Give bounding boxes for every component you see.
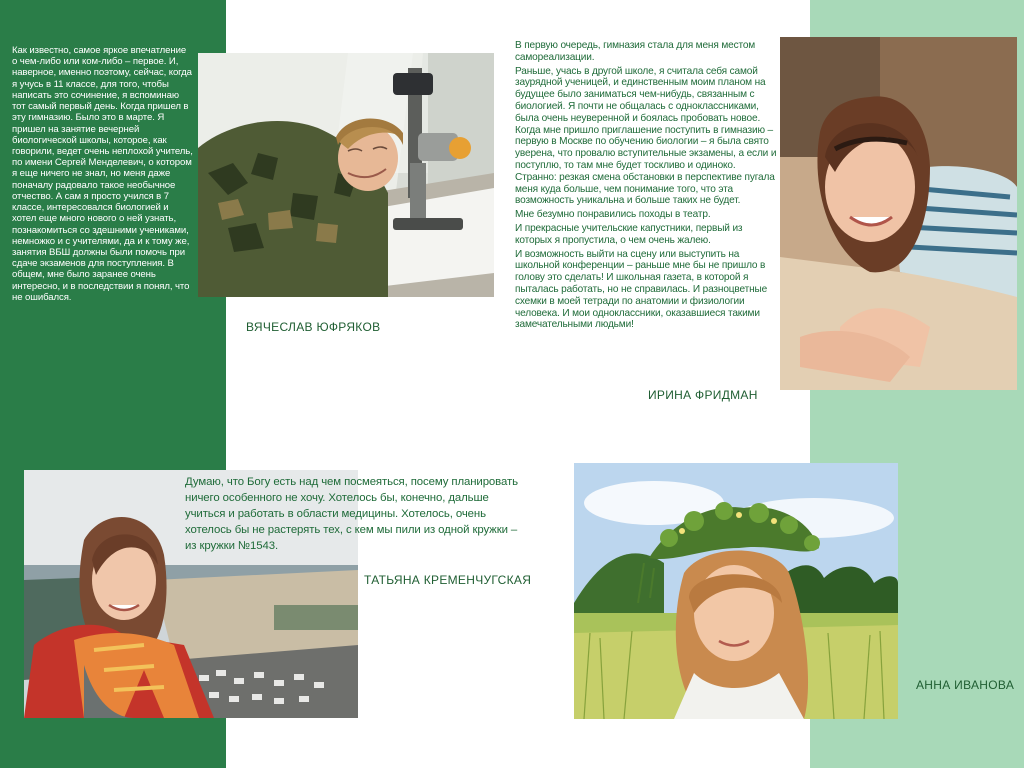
yufryakov-paragraph: Как известно, самое яркое впечатление о чем-либо или ком-либо – первое. И, наверное, именно поэтому, сейчас, когда я учусь в 11 классе, для того, чтобы написать это сочинение, я вспоминаю тот самый первый день. Когда пришел в эту гимназию. Было это в марте. Я пришел на занятие вечерней биологической школы, которое, как говорили, ведет очень неплохой учитель, по имени Сергей Менделевич, о котором я еще ничего не знал, но меня даже поначалу радовало такое необычное отчество. А сам я просто учился в 7 классе, интересовался биологией и хотел еще много нового о ней узнать, познакомиться со здешними учениками, немножко и с учителями, да и к тому же, занятия ВБШ должны были помочь при сдаче экзаменов для поступления. В общем, мне было заранее очень интересно, и в последствии я понял, что не ошибался. xyxy=(12,45,193,303)
ivanova-name: АННА ИВАНОВА xyxy=(916,678,1015,692)
fridman-name: ИРИНА ФРИДМАН xyxy=(648,388,758,402)
smiling-girl-image xyxy=(780,37,1017,390)
yufryakov-name: ВЯЧЕСЛАВ ЮФРЯКОВ xyxy=(246,320,381,334)
fridman-paragraph: И возможность выйти на сцену или выступить на школьной конференции – раньше мне бы не пришло в голову это сделать! И школьная газета, в которой я пыталась работать, но не справилась. И разноцветные схемки в моей тетради по анатомии и физиологии человека. И мои одноклассники, оказавшиеся такими замечательными людьми! xyxy=(515,248,768,331)
fridman-photo xyxy=(780,37,1017,390)
fridman-paragraph: В первую очередь, гимназия стала для меня местом самореализации. xyxy=(515,40,756,63)
fridman-story xyxy=(515,40,777,333)
kremenchugskaya-paragraph: Думаю, что Богу есть над чем посмеяться, посему планировать ничего особенного не хочу. Хотелось бы, конечно, дальше учиться и работать в области медицины. Хотелось, очень хотелось бы не растерять тех, с кем мы пили из одной кружки – из кружки №1543. xyxy=(185,476,518,552)
yufryakov-story xyxy=(12,45,193,303)
ivanova-photo xyxy=(574,463,898,719)
fridman-paragraph: Мне безумно понравились походы в театр. xyxy=(515,209,711,221)
fridman-paragraph: И прекрасные учительские капустники, первый из которых я пропустила, о чем очень жалею. xyxy=(515,222,743,246)
yufryakov-photo xyxy=(198,53,494,297)
microscope-lab-image xyxy=(198,53,494,297)
wreath-girl-field-image xyxy=(574,463,898,719)
kremenchugskaya-quote xyxy=(185,475,530,555)
fridman-paragraph: Раньше, учась в другой школе, я считала себя самой заурядной ученицей, и единственным моим планом на будущее было заниматься чем-нибудь, связанным с биологией. Я почти не общалась с одноклассниками, была очень неуверенной и боялась пробовать новое. Когда мне пришло приглашение поступить в гимназию – первую в Москве по обучению биологии – я была свято уверена, что провалю вступительные экзамены, а если и поступлю, то там мне будет тоскливо и одиноко. Странно: резкая смена обстановки в перспективе пугала меня куда больше, чем понимание того, что эта возможность уникальна и больше таких не будет. xyxy=(515,65,777,207)
kremenchugskaya-name: ТАТЬЯНА КРЕМЕНЧУГСКАЯ xyxy=(364,573,532,587)
